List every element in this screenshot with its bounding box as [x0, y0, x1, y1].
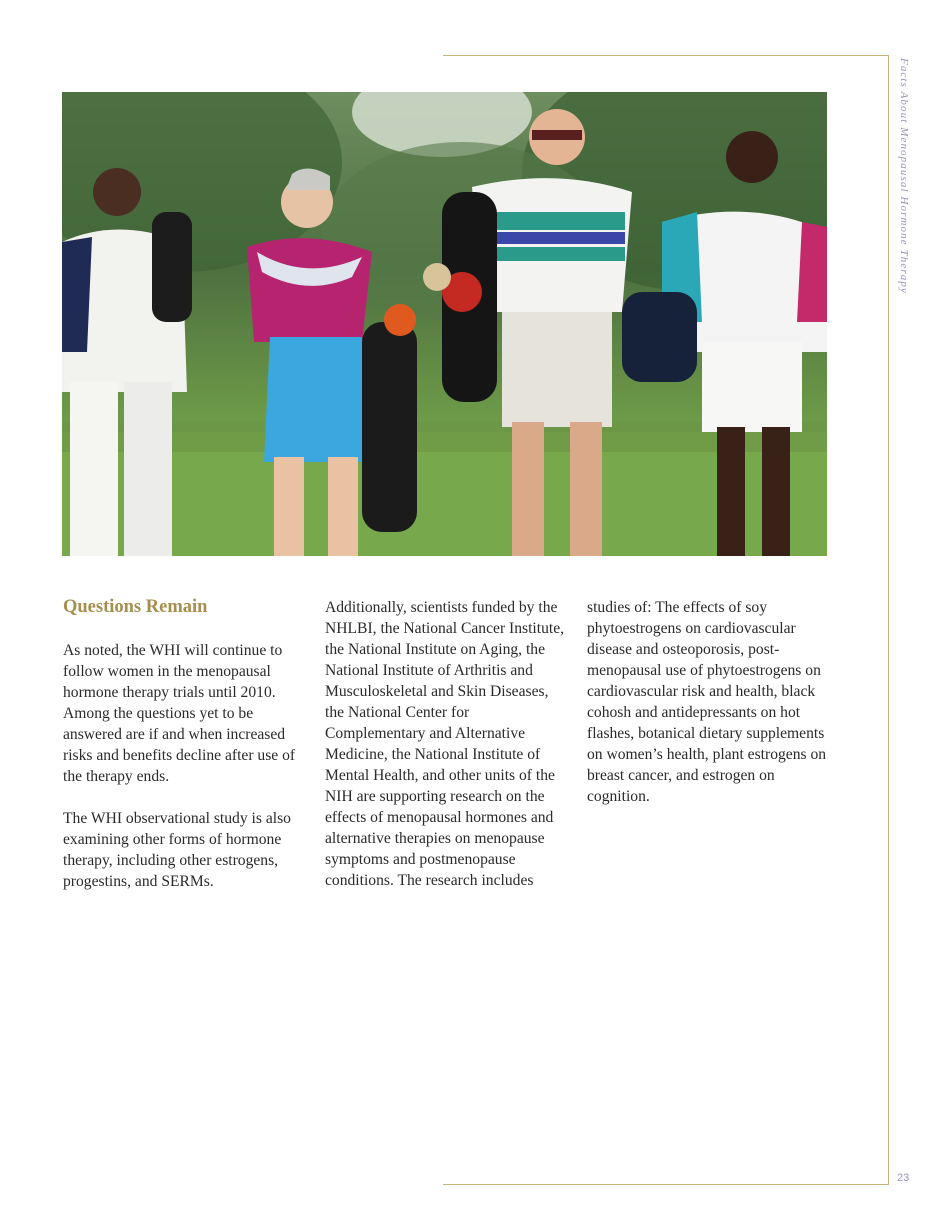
running-head: Facts About Menopausal Hormone Therapy	[898, 58, 910, 294]
section-heading: Questions Remain	[63, 597, 208, 617]
paragraph: The WHI observational study is also examining other forms of hormone therapy, including other estrogens, progestins, and SERMs.	[63, 810, 291, 890]
golfers-illustration	[62, 92, 827, 556]
column-1	[63, 596, 303, 892]
right-rule	[888, 55, 889, 1185]
top-rule	[443, 55, 889, 56]
paragraph: Additionally, scientists funded by the NHLBI, the National Cancer Institute, the National Institute on Aging, the National Institute of Arthritis and Musculoskeletal and Skin Diseases, the National Center for Complementary and Alternative Medicine, the National Institute of Mental Health, and other units of the NIH are supporting research on the effects of menopausal hormones and alternative therapies on menopause symptoms and postmenopause conditions. The research includes	[325, 599, 565, 889]
golfers-photo	[62, 92, 827, 556]
paragraph: As noted, the WHI will continue to follow women in the menopausal hormone therapy trials until 2010. Among the questions yet to be answered are if and when increased risks and benefits decline after use of the therapy ends.	[63, 642, 296, 785]
column-3	[587, 597, 827, 807]
page-number: 23	[897, 1172, 910, 1184]
bottom-rule	[443, 1184, 889, 1185]
paragraph: studies of: The effects of soy phytoestrogens on cardiovascular disease and osteoporosis, post-menopausal use of phytoestrogens on cardiovascular risk and health, black cohosh and antidepressants on hot flashes, botanical dietary supplements on women’s health, plant estrogens on breast cancer, and estrogen on cognition.	[587, 599, 827, 805]
column-2	[325, 597, 565, 891]
